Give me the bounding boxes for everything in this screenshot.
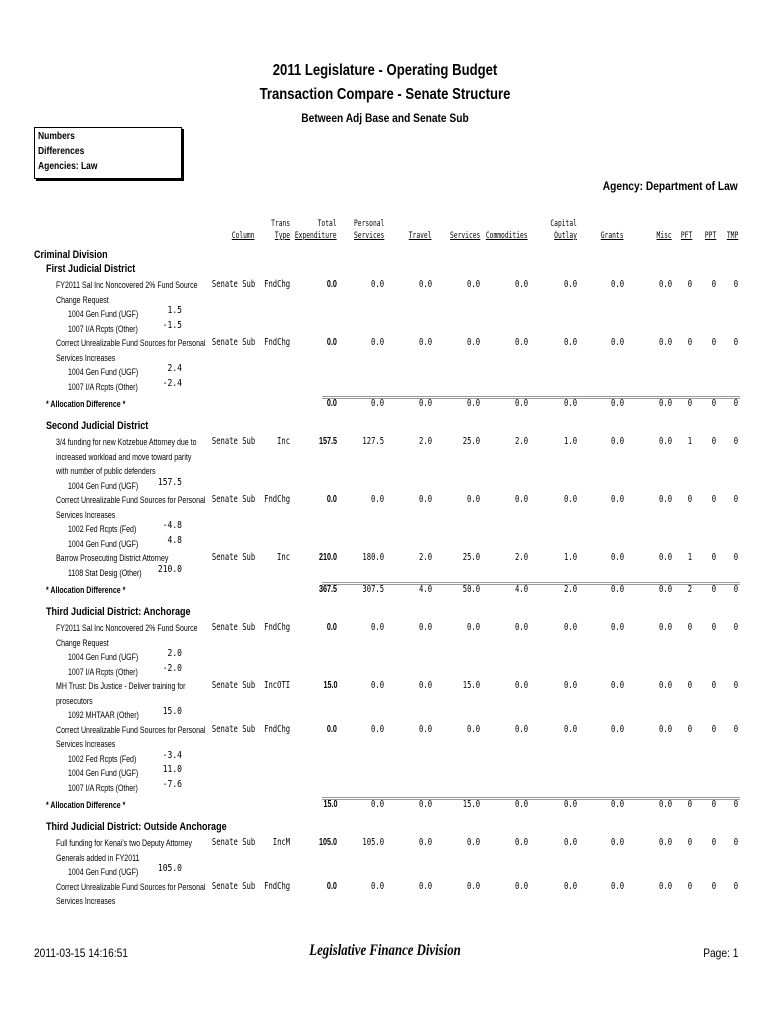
item-description: Correct Unrealizable Fund Sources for Personal — [56, 495, 206, 505]
item-value: 105.0 — [318, 837, 337, 848]
fund-source-amount: 1.5 — [167, 305, 182, 316]
item-value: 0.0 — [658, 880, 672, 892]
item-description: Barrow Prosecuting District Attorney — [56, 553, 169, 563]
item-value: 0.0 — [418, 622, 432, 633]
column-header-line2: Type — [274, 231, 290, 241]
item-value: 0.0 — [610, 279, 624, 290]
fund-source-amount: -4.8 — [162, 520, 182, 531]
item-value: 0.0 — [658, 680, 672, 691]
item-value: 0.0 — [370, 880, 384, 892]
item-value: 0.0 — [514, 837, 528, 848]
item-value: 0.0 — [514, 723, 528, 735]
item-column: Senate Sub — [211, 436, 255, 447]
column-header — [409, 218, 432, 242]
allocation-difference-value: 0.0 — [610, 584, 624, 595]
item-value: 0.0 — [610, 494, 624, 505]
item-value: 0 — [733, 279, 738, 290]
item-value: 0.0 — [370, 622, 384, 633]
column-header-line1 — [409, 218, 432, 230]
fund-source-label: 1002 Fed Rcpts (Fed) — [68, 753, 137, 764]
section-title: Third Judicial District: Anchorage — [46, 606, 191, 618]
item-value: 0.0 — [658, 436, 672, 447]
item-value: 0 — [711, 552, 716, 563]
allocation-difference-value: 0.0 — [418, 799, 432, 810]
item-trans-type: FndChg — [263, 622, 290, 633]
item-value: 0.0 — [326, 723, 337, 735]
item-trans-type: IncOTI — [263, 680, 290, 691]
item-description: Correct Unrealizable Fund Sources for Personal — [56, 724, 206, 735]
item-value: 0.0 — [418, 279, 432, 290]
item-description: Services Increases — [56, 509, 116, 520]
item-column: Senate Sub — [211, 680, 255, 691]
item-value: 0.0 — [610, 552, 624, 563]
item-description: FY2011 Sal Inc Noncovered 2% Fund Source — [56, 623, 198, 633]
item-value: 0.0 — [466, 494, 480, 505]
allocation-difference-value: 367.5 — [318, 584, 337, 595]
item-description: Services Increases — [56, 352, 116, 363]
item-value: 0 — [733, 436, 738, 447]
item-trans-type: IncM — [272, 837, 290, 848]
report-title: 2011 Legislature - Operating Budget — [272, 62, 498, 79]
item-value: 0 — [687, 337, 692, 348]
fund-source-label: 1002 Fed Rcpts (Fed) — [68, 524, 137, 534]
total-separator — [322, 582, 740, 585]
item-column: Senate Sub — [211, 552, 255, 563]
allocation-difference-value: 0.0 — [370, 799, 384, 810]
column-header — [295, 218, 337, 242]
item-description: with number of public defenders — [56, 466, 156, 476]
column-header-line2: Services — [353, 231, 384, 241]
allocation-difference-value: 0.0 — [370, 398, 384, 409]
allocation-difference-value: 0.0 — [466, 398, 480, 409]
item-value: 0.0 — [466, 880, 480, 892]
item-value: 0 — [733, 622, 738, 633]
item-value: 0.0 — [658, 337, 672, 348]
fund-source-amount: 105.0 — [157, 863, 182, 874]
item-value: 0 — [711, 837, 716, 848]
item-value: 15.0 — [322, 680, 337, 691]
item-value: 0.0 — [563, 680, 577, 691]
fund-source-amount: -3.4 — [162, 749, 182, 761]
allocation-difference-value: 0.0 — [563, 398, 577, 409]
item-description: Change Request — [56, 637, 109, 648]
allocation-difference-value: 0.0 — [658, 398, 672, 409]
fund-source-amount: 15.0 — [162, 706, 182, 717]
item-value: 0.0 — [466, 622, 480, 633]
item-value: 0.0 — [326, 494, 337, 505]
column-header — [601, 218, 624, 242]
fund-source-amount: -2.0 — [162, 662, 182, 674]
item-description: Services Increases — [56, 739, 116, 749]
column-header — [354, 218, 384, 242]
item-value: 0.0 — [466, 279, 480, 290]
item-value: 0.0 — [326, 337, 337, 348]
item-value: 0 — [711, 494, 716, 505]
item-column: Senate Sub — [211, 622, 255, 633]
column-header — [232, 218, 255, 242]
item-value: 0.0 — [370, 723, 384, 735]
item-value: 0.0 — [326, 622, 337, 633]
item-value: 0.0 — [658, 622, 672, 633]
item-column: Senate Sub — [211, 723, 255, 735]
item-value: 0.0 — [610, 436, 624, 447]
item-column: Senate Sub — [211, 279, 255, 290]
column-header-line2: PPT — [704, 231, 716, 241]
fund-source-label: 1004 Gen Fund (UGF) — [68, 367, 139, 377]
fund-source-amount: -1.5 — [162, 319, 182, 331]
allocation-difference-value: 0 — [733, 398, 738, 409]
filter-agencies: Agencies: Law — [38, 161, 98, 172]
item-description: Generals added in FY2011 — [56, 852, 140, 863]
fund-source-label: 1092 MHTAAR (Other) — [68, 710, 139, 720]
item-value: 0 — [733, 552, 738, 563]
allocation-difference-value: 0 — [711, 398, 716, 409]
item-description: 3/4 funding for new Kotzebue Attorney due to — [56, 437, 197, 447]
fund-source-label: 1007 I/A Rcpts (Other) — [68, 323, 138, 334]
item-value: 0.0 — [563, 494, 577, 505]
item-value: 0.0 — [563, 723, 577, 735]
item-trans-type: FndChg — [263, 723, 290, 735]
fund-source-label: 1004 Gen Fund (UGF) — [68, 309, 139, 319]
fund-source-label: 1004 Gen Fund (UGF) — [68, 867, 139, 877]
item-value: 0.0 — [418, 337, 432, 348]
item-value: 0.0 — [370, 494, 384, 505]
column-header-line2: PFT — [680, 231, 692, 241]
allocation-difference-label: * Allocation Difference * — [46, 585, 126, 595]
allocation-difference-value: 0 — [711, 584, 716, 595]
column-header-line2: Services — [449, 231, 480, 241]
item-column: Senate Sub — [211, 494, 255, 505]
allocation-difference-value: 15.0 — [462, 799, 480, 810]
item-trans-type: FndChg — [263, 494, 290, 505]
item-value: 2.0 — [418, 552, 432, 563]
column-header-line1: Capital — [550, 219, 577, 229]
agency-label: Agency: Department of Law — [603, 179, 738, 193]
item-value: 0 — [711, 337, 716, 348]
item-value: 0.0 — [563, 880, 577, 892]
item-description: prosecutors — [56, 695, 93, 706]
item-trans-type: FndChg — [263, 337, 290, 348]
item-value: 210.0 — [318, 552, 337, 563]
item-value: 0 — [687, 680, 692, 691]
fund-source-label: 1004 Gen Fund (UGF) — [68, 768, 139, 778]
report-comparison: Between Adj Base and Senate Sub — [301, 111, 469, 125]
division-title: Criminal Division — [34, 249, 108, 261]
item-value: 0.0 — [563, 337, 577, 348]
allocation-difference-value: 0.0 — [610, 398, 624, 409]
section-title: First Judicial District — [46, 263, 136, 275]
item-value: 0.0 — [610, 622, 624, 633]
item-value: 0.0 — [563, 279, 577, 290]
column-header — [550, 218, 577, 242]
item-value: 25.0 — [462, 552, 480, 563]
allocation-difference-value: 0.0 — [563, 799, 577, 810]
item-value: 0.0 — [610, 837, 624, 848]
report-subtitle: Transaction Compare - Senate Structure — [259, 86, 511, 103]
allocation-difference-label: * Allocation Difference * — [46, 800, 126, 810]
item-column: Senate Sub — [211, 880, 255, 892]
item-value: 25.0 — [462, 436, 480, 447]
item-column: Senate Sub — [211, 337, 255, 348]
fund-source-amount: 157.5 — [157, 476, 182, 488]
item-value: 0 — [687, 880, 692, 892]
item-value: 0.0 — [514, 494, 528, 505]
item-value: 0.0 — [466, 837, 480, 848]
item-trans-type: FndChg — [263, 279, 290, 290]
item-value: 0.0 — [563, 837, 577, 848]
item-value: 105.0 — [362, 837, 384, 848]
item-value: 0 — [687, 494, 692, 505]
item-description: Services Increases — [56, 896, 116, 906]
item-trans-type: Inc — [276, 436, 290, 447]
allocation-difference-label: * Allocation Difference * — [46, 399, 126, 409]
fund-source-label: 1004 Gen Fund (UGF) — [68, 538, 139, 549]
item-value: 2.0 — [514, 436, 528, 447]
item-value: 0.0 — [418, 494, 432, 505]
item-description: increased workload and move toward parity — [56, 451, 192, 462]
allocation-difference-value: 0 — [733, 799, 738, 810]
item-value: 0.0 — [658, 723, 672, 735]
allocation-difference-value: 0.0 — [658, 584, 672, 595]
column-header — [271, 218, 290, 242]
column-header-line2: Travel — [409, 231, 432, 241]
allocation-difference-value: 2 — [687, 584, 692, 595]
allocation-difference-value: 0 — [733, 584, 738, 595]
item-value: 0.0 — [326, 279, 337, 290]
item-value: 0 — [733, 494, 738, 505]
column-header-line2: Commodities — [486, 231, 528, 241]
allocation-difference-value: 50.0 — [462, 584, 480, 595]
fund-source-amount: 210.0 — [157, 563, 182, 575]
item-value: 0.0 — [326, 880, 337, 892]
column-header-line1 — [232, 218, 255, 230]
item-value: 0.0 — [370, 279, 384, 290]
column-header-line1 — [705, 218, 716, 230]
item-value: 0.0 — [418, 680, 432, 691]
item-value: 0 — [711, 680, 716, 691]
allocation-difference-value: 0.0 — [514, 398, 528, 409]
item-description: FY2011 Sal Inc Noncovered 2% Fund Source — [56, 280, 198, 290]
fund-source-amount: 2.4 — [167, 363, 182, 374]
item-value: 0.0 — [658, 494, 672, 505]
item-value: 0.0 — [514, 880, 528, 892]
item-value: 0.0 — [466, 337, 480, 348]
item-value: 15.0 — [462, 680, 480, 691]
footer-page: Page: 1 — [702, 946, 738, 960]
column-header-line1: Trans — [271, 219, 290, 229]
fund-source-label: 1004 Gen Fund (UGF) — [68, 480, 139, 491]
item-value: 0 — [733, 837, 738, 848]
item-description: MH Trust: Dis Justice - Deliver training for — [56, 681, 186, 691]
fund-source-label: 1004 Gen Fund (UGF) — [68, 652, 139, 662]
section-title: Third Judicial District: Outside Anchorage — [46, 821, 227, 833]
item-value: 0 — [687, 279, 692, 290]
item-value: 1 — [687, 552, 692, 563]
allocation-difference-value: 307.5 — [362, 584, 384, 595]
total-separator — [322, 797, 740, 800]
fund-source-amount: -7.6 — [162, 778, 182, 790]
item-value: 0.0 — [658, 837, 672, 848]
allocation-difference-value: 2.0 — [563, 584, 577, 595]
column-header-line1 — [601, 218, 624, 230]
total-separator — [322, 396, 740, 399]
item-value: 0 — [733, 880, 738, 892]
filter-differences: Differences — [38, 146, 85, 157]
item-value: 127.5 — [362, 436, 384, 447]
item-value: 0 — [711, 622, 716, 633]
allocation-difference-value: 0.0 — [610, 799, 624, 810]
column-header — [681, 218, 692, 242]
item-value: 0 — [711, 723, 716, 735]
column-header-line1: Total — [318, 219, 337, 229]
item-value: 0 — [733, 723, 738, 735]
item-trans-type: Inc — [276, 552, 290, 563]
column-header-line2: TMP — [726, 231, 738, 241]
column-header-line1 — [681, 218, 692, 230]
column-header-line2: Misc — [656, 231, 672, 241]
allocation-difference-value: 4.0 — [418, 584, 432, 595]
column-header — [657, 218, 672, 242]
fund-source-amount: -2.4 — [162, 377, 182, 389]
item-value: 0.0 — [514, 622, 528, 633]
item-value: 2.0 — [418, 436, 432, 447]
allocation-difference-value: 0.0 — [658, 799, 672, 810]
column-header — [486, 218, 528, 242]
item-column: Senate Sub — [211, 837, 255, 848]
column-header-line1: Personal — [353, 219, 384, 229]
item-value: 0 — [711, 436, 716, 447]
column-header-line1 — [657, 218, 672, 230]
column-header-line1 — [450, 218, 480, 230]
column-header-line2: Column — [232, 231, 255, 241]
column-header-line2: Expenditure — [295, 231, 337, 241]
item-value: 0 — [733, 337, 738, 348]
item-value: 1.0 — [563, 436, 577, 447]
item-value: 0 — [733, 680, 738, 691]
column-header — [727, 218, 738, 242]
allocation-difference-value: 4.0 — [514, 584, 528, 595]
item-trans-type: FndChg — [263, 880, 290, 892]
column-header — [450, 218, 480, 242]
allocation-difference-value: 15.0 — [322, 799, 337, 810]
fund-source-amount: 11.0 — [162, 764, 182, 775]
item-value: 0 — [687, 837, 692, 848]
column-header-line1 — [486, 218, 528, 230]
item-value: 0.0 — [370, 680, 384, 691]
fund-source-amount: 4.8 — [167, 534, 182, 546]
item-value: 0.0 — [658, 279, 672, 290]
allocation-difference-value: 0 — [687, 799, 692, 810]
item-value: 0.0 — [563, 622, 577, 633]
item-value: 0 — [711, 279, 716, 290]
filter-numbers: Numbers — [38, 131, 75, 142]
item-value: 1 — [687, 436, 692, 447]
item-value: 0.0 — [610, 680, 624, 691]
allocation-difference-value: 0 — [711, 799, 716, 810]
section-title: Second Judicial District — [46, 420, 149, 432]
item-value: 0.0 — [658, 552, 672, 563]
fund-source-label: 1108 Stat Desig (Other) — [68, 567, 142, 578]
item-value: 0.0 — [418, 880, 432, 892]
item-value: 0.0 — [418, 723, 432, 735]
item-description: Correct Unrealizable Fund Sources for Personal — [56, 881, 206, 892]
allocation-difference-value: 0.0 — [418, 398, 432, 409]
item-description: Change Request — [56, 294, 109, 305]
item-value: 0.0 — [370, 337, 384, 348]
allocation-difference-value: 0 — [687, 398, 692, 409]
column-header-line1 — [727, 218, 738, 230]
item-value: 0.0 — [418, 837, 432, 848]
column-header — [705, 218, 716, 242]
item-value: 0.0 — [466, 723, 480, 735]
item-value: 0 — [687, 622, 692, 633]
fund-source-label: 1007 I/A Rcpts (Other) — [68, 381, 138, 392]
item-value: 0.0 — [610, 723, 624, 735]
item-value: 0.0 — [514, 279, 528, 290]
column-header-line2: Grants — [601, 231, 624, 241]
item-value: 0 — [711, 880, 716, 892]
item-value: 180.0 — [362, 552, 384, 563]
allocation-difference-value: 0.0 — [326, 398, 337, 409]
footer-timestamp: 2011-03-15 14:16:51 — [34, 946, 128, 960]
footer-division: Legislative Finance Division — [309, 942, 461, 959]
item-value: 0.0 — [514, 337, 528, 348]
item-value: 157.5 — [318, 436, 337, 447]
item-value: 0.0 — [610, 337, 624, 348]
item-description: Full funding for Kenai's two Deputy Attorney — [56, 838, 192, 848]
allocation-difference-value: 0.0 — [514, 799, 528, 810]
column-header-line2: Outlay — [554, 231, 577, 241]
fund-source-label: 1007 I/A Rcpts (Other) — [68, 782, 138, 793]
item-value: 0.0 — [610, 880, 624, 892]
fund-source-amount: 2.0 — [167, 648, 182, 659]
item-value: 0 — [687, 723, 692, 735]
item-value: 0.0 — [514, 680, 528, 691]
fund-source-label: 1007 I/A Rcpts (Other) — [68, 666, 138, 677]
item-value: 1.0 — [563, 552, 577, 563]
item-value: 2.0 — [514, 552, 528, 563]
item-description: Correct Unrealizable Fund Sources for Personal — [56, 338, 206, 348]
filter-box — [34, 127, 182, 179]
